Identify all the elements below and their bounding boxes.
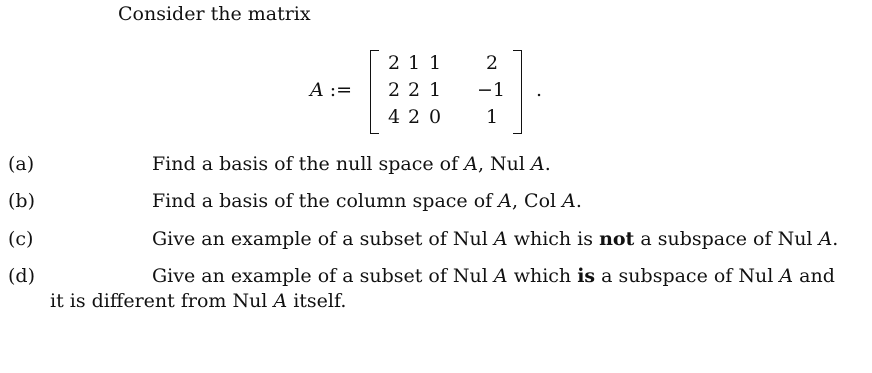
- part-d-text: Give an example of a subset of Nul A which is a subspace of Nul A and: [152, 265, 835, 287]
- part-a-label: (a): [8, 153, 35, 175]
- part-c-label: (c): [8, 228, 34, 250]
- matrix-cell: 2: [387, 79, 401, 101]
- matrix-cell: 4: [387, 106, 401, 128]
- left-bracket: [370, 50, 379, 134]
- matrix-end-period: .: [536, 79, 543, 101]
- right-bracket: [513, 50, 522, 134]
- part-c-text: Give an example of a subset of Nul A which is not a subspace of Nul A.: [152, 228, 839, 250]
- matrix-cell: 2: [407, 79, 421, 101]
- matrix-cell: 1: [428, 52, 442, 74]
- matrix-cell: 2: [387, 52, 401, 74]
- part-a-text: Find a basis of the null space of A, Nul A.: [152, 153, 551, 175]
- matrix-cell: 1: [428, 79, 442, 101]
- matrix-cell: 0: [428, 106, 442, 128]
- matrix-cell: 1: [485, 106, 499, 128]
- part-d-label: (d): [8, 265, 35, 287]
- intro-text: Consider the matrix: [118, 3, 311, 25]
- matrix-label: A :=: [310, 79, 353, 101]
- part-b-text: Find a basis of the column space of A, Col A.: [152, 190, 582, 212]
- matrix-cell: 2: [485, 52, 499, 74]
- matrix-cell: 1: [407, 52, 421, 74]
- matrix-cell: 2: [407, 106, 421, 128]
- part-d-continuation: it is different from Nul A itself.: [50, 290, 347, 312]
- part-b-label: (b): [8, 190, 35, 212]
- matrix-cell: −1: [476, 79, 505, 101]
